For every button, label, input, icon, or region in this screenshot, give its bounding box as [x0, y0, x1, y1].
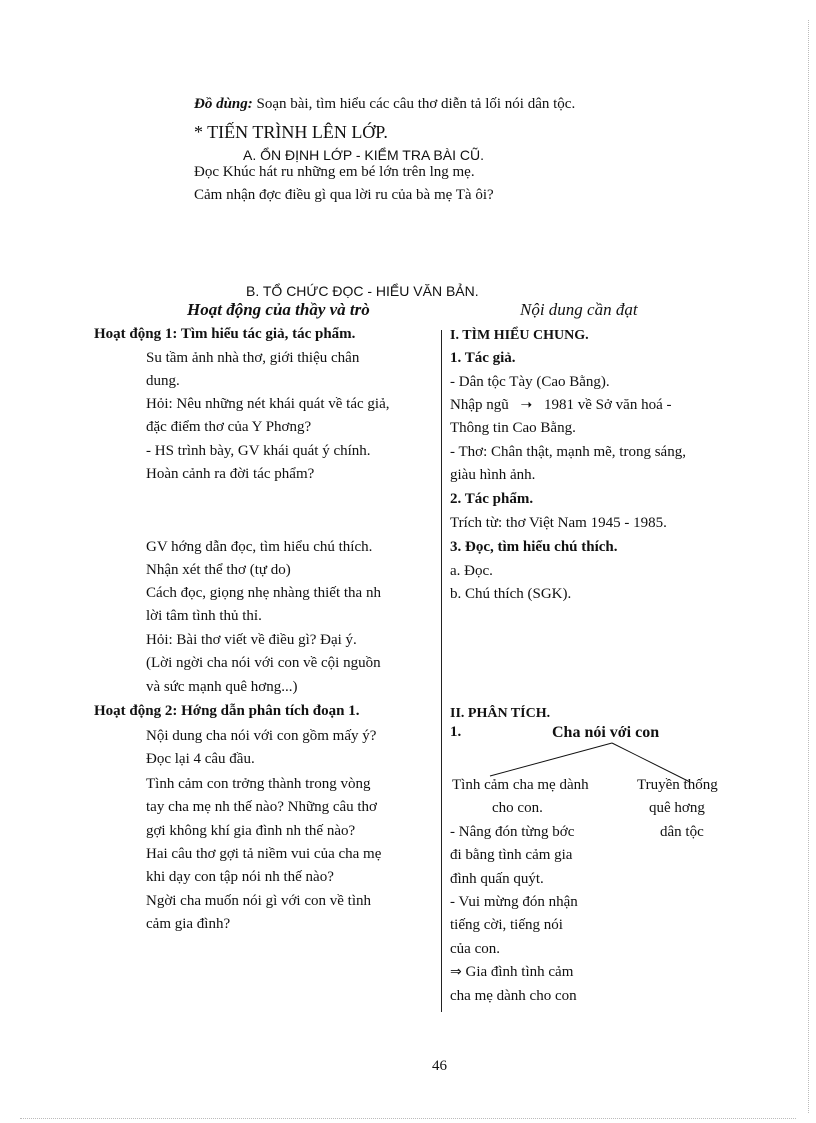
branch-left-line-2: cho con. — [492, 800, 543, 816]
cha-noi-voi-con-heading: Cha nói với con — [552, 724, 660, 741]
gia-dinh-text: Gia đình tình cảm — [461, 964, 574, 980]
implies-arrow-icon: ⇒ — [450, 964, 462, 980]
doc-b: b. Chú thích (SGK). — [450, 586, 572, 602]
branch-left-detail-5: tiếng cời, tiếng nói — [450, 917, 563, 933]
column-divider — [441, 330, 442, 1012]
tac-gia-line-4: - Thơ: Chân thật, mạnh mẽ, trong sáng, — [450, 444, 686, 460]
hd1-line-8: Nhận xét thể thơ (tự do) — [146, 562, 291, 578]
branch-left-detail-7 — [450, 961, 573, 984]
do-dung-line — [194, 96, 575, 113]
hd1-line-13: và sức mạnh quê hơng...) — [146, 679, 298, 695]
hd2-line-5: gợi không khí gia đình nh thế nào? — [146, 823, 356, 839]
hd2-line-3: Tình cảm con trởng thành trong vòng — [146, 776, 371, 792]
doc-a: a. Đọc. — [450, 563, 493, 579]
hd1-line-1: Su tầm ảnh nhà thơ, giới thiệu chân — [146, 350, 360, 366]
tac-pham-line-1: Trích từ: thơ Việt Nam 1945 - 1985. — [450, 515, 667, 531]
hd1-line-10: lời tâm tình thủ thỉ. — [146, 608, 262, 624]
page-edge-right — [808, 20, 809, 1113]
hd2-line-8: Ngời cha muốn nói gì với con về tình — [146, 893, 371, 909]
hd1-line-6: Hoàn cảnh ra đời tác phẩm? — [146, 466, 315, 482]
branch-left-detail-4: - Vui mừng đón nhận — [450, 894, 578, 910]
hd1-line-11: Hỏi: Bài thơ viết về điều gì? Đại ý. — [146, 632, 357, 648]
hd2-line-9: cảm gia đình? — [146, 916, 231, 932]
do-dung-label: Đồ dùng: — [194, 96, 253, 112]
section-i-title: I. TÌM HIỂU CHUNG. — [450, 328, 589, 343]
branch-right-line-1: Truyền thống — [637, 777, 718, 793]
hd2-line-6: Hai câu thơ gợi tả niềm vui của cha mẹ — [146, 846, 382, 862]
section-a-heading: A. ỔN ĐỊNH LỚP - KIỂM TRA BÀI CŨ. — [243, 147, 484, 163]
tac-gia-line-2 — [450, 394, 671, 417]
section-a-line-2: Cảm nhận đợc điều gì qua lời ru của bà mẹ Tà ôi? — [194, 187, 494, 203]
hd1-line-4: đặc điểm thơ của Y Phơng? — [146, 419, 312, 435]
hd1-line-3: Hỏi: Nêu những nét khái quát về tác giả, — [146, 396, 390, 412]
hd2-line-4: tay cha mẹ nh thế nào? Những câu thơ — [146, 799, 377, 815]
branch-left-detail-1: - Nâng đón từng bớc — [450, 824, 575, 840]
nhap-ngu-year-text: 1981 về Sở văn hoá - — [543, 397, 672, 413]
hoat-dong-1-title: Hoạt động 1: Tìm hiểu tác giả, tác phẩm. — [94, 326, 356, 342]
branch-left-line-1: Tình cảm cha mẹ dành — [452, 777, 589, 793]
section-ii-title: II. PHÂN TÍCH. — [450, 706, 551, 721]
tac-pham-heading: 2. Tác phẩm. — [450, 491, 534, 507]
hd2-line-7: khi dạy con tập nói nh thế nào? — [146, 869, 334, 885]
tien-trinh-heading: * TIẾN TRÌNH LÊN LỚP. — [194, 122, 388, 142]
section-b-heading: B. TỔ CHỨC ĐỌC - HIỂU VĂN BẢN. — [246, 283, 479, 299]
tac-gia-line-5: giàu hình ảnh. — [450, 467, 536, 483]
branch-left-detail-2: đi bằng tình cảm gia — [450, 847, 573, 863]
doc-heading: 3. Đọc, tìm hiểu chú thích. — [450, 539, 618, 555]
hd1-line-2: dung. — [146, 373, 180, 389]
tac-gia-line-1: - Dân tộc Tày (Cao Bằng). — [450, 374, 610, 390]
branch-right-line-3: dân tộc — [660, 824, 704, 840]
branch-left-detail-6: của con. — [450, 941, 500, 957]
do-dung-text: Soạn bài, tìm hiểu các câu thơ diễn tả lối nói dân tộc. — [252, 96, 576, 112]
tac-gia-line-3: Thông tin Cao Bằng. — [450, 420, 576, 436]
branch-line-left — [490, 743, 612, 776]
hd2-line-2: Đọc lại 4 câu đầu. — [146, 751, 255, 767]
page-number: 46 — [432, 1058, 447, 1074]
hoat-dong-2-title: Hoạt động 2: Hớng dẫn phân tích đoạn 1. — [94, 703, 360, 719]
hd1-line-7: GV hớng dẫn đọc, tìm hiểu chú thích. — [146, 539, 373, 555]
section-a-line-1: Đọc Khúc hát ru những em bé lớn trên lng mẹ. — [194, 164, 475, 180]
hd1-line-12: (Lời ngời cha nói với con về cội nguồn — [146, 655, 381, 671]
right-column-heading: Nội dung cần đạt — [520, 300, 638, 319]
phan-tich-number: 1. — [450, 724, 462, 740]
page-edge-bottom — [20, 1118, 796, 1119]
hd1-line-9: Cách đọc, giọng nhẹ nhàng thiết tha nh — [146, 585, 381, 601]
arrow-right-icon: ➝ — [520, 397, 533, 413]
tac-gia-heading: 1. Tác giả. — [450, 350, 516, 366]
hd2-line-1: Nội dung cha nói với con gồm mấy ý? — [146, 728, 377, 744]
hd1-line-5: - HS trình bày, GV khái quát ý chính. — [146, 443, 371, 459]
left-column-heading: Hoạt động của thầy và trò — [187, 300, 370, 319]
branch-right-line-2: quê hơng — [649, 800, 705, 816]
nhap-ngu-text: Nhập ngũ — [450, 397, 509, 413]
branch-left-detail-8: cha mẹ dành cho con — [450, 988, 577, 1004]
branch-left-detail-3: đình quấn quýt. — [450, 871, 544, 887]
